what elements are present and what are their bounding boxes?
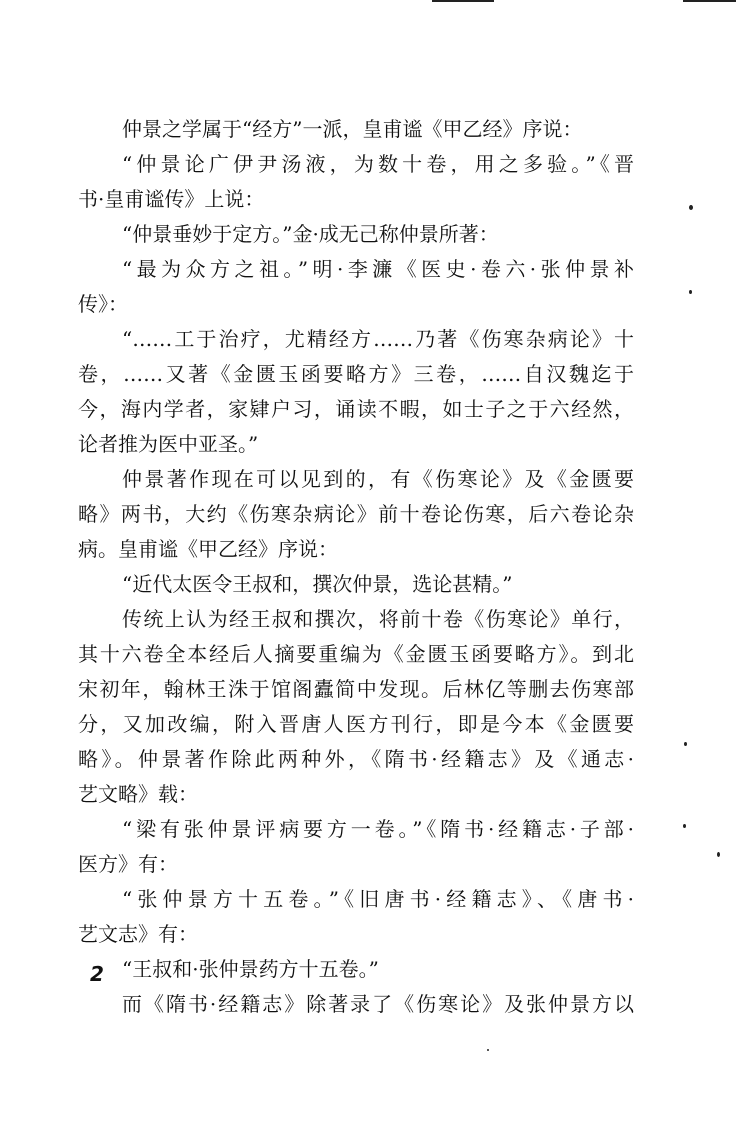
text-line: “仲景垂妙于定方。”金·成无己称仲景所著： bbox=[122, 222, 499, 246]
text-line: 传统上认为经王叔和撰次，将前十卷《伤寒论》单行， bbox=[122, 607, 634, 631]
scan-speck bbox=[684, 742, 687, 746]
text-line: 而《隋书·经籍志》除著录了《伤寒论》及张仲景方以 bbox=[122, 992, 634, 1016]
scan-speck bbox=[717, 852, 720, 857]
top-rule-left bbox=[432, 0, 494, 2]
text-line: 卷，……又著《金匮玉函要略方》三卷，……自汉魏迄于 bbox=[78, 362, 634, 386]
text-line: “张仲景方十五卷。”《旧唐书·经籍志》、《唐书· bbox=[122, 887, 634, 911]
text-line: 论者推为医中亚圣。” bbox=[78, 432, 259, 456]
scan-speck bbox=[487, 1049, 489, 1051]
body-text bbox=[78, 112, 634, 1022]
text-line: 仲景之学属于“经方”一派，皇甫谧《甲乙经》序说： bbox=[122, 117, 583, 141]
text-line: 宋初年，翰林王洙于馆阁蠹简中发现。后林亿等删去伤寒部 bbox=[78, 677, 634, 701]
text-line: “最为众方之祖。”明·李濂《医史·卷六·张仲景补 bbox=[122, 257, 634, 281]
text-line: 艺文略》载： bbox=[78, 782, 198, 806]
text-line: 其十六卷全本经后人摘要重编为《金匮玉函要略方》。到北 bbox=[78, 642, 634, 666]
text-line: “近代太医令王叔和，撰次仲景，选论甚精。” bbox=[122, 572, 513, 596]
scan-speck bbox=[689, 290, 692, 294]
top-rule-right bbox=[683, 0, 736, 2]
text-line: 医方》有： bbox=[78, 852, 178, 876]
text-line: 病。皇甫谧《甲乙经》序说： bbox=[78, 537, 338, 561]
text-line: 略》。仲景著作除此两种外，《隋书·经籍志》及《通志· bbox=[78, 747, 634, 771]
scan-speck bbox=[683, 824, 686, 828]
scan-speck bbox=[689, 205, 693, 210]
text-line: 仲景著作现在可以见到的，有《伤寒论》及《金匮要 bbox=[122, 467, 634, 491]
text-line: 书·皇甫谧传》上说： bbox=[78, 187, 265, 211]
text-line: “王叔和·张仲景药方十五卷。” bbox=[122, 957, 379, 981]
page-number: 2 bbox=[90, 962, 104, 986]
text-line: “……工于治疗，尤精经方……乃著《伤寒杂病论》十 bbox=[122, 327, 634, 351]
text-line: 传》： bbox=[78, 292, 128, 316]
text-line: 略》两书，大约《伤寒杂病论》前十卷论伤寒，后六卷论杂 bbox=[78, 502, 634, 526]
text-line: 艺文志》有： bbox=[78, 922, 198, 946]
text-line: 分，又加改编，附入晋唐人医方刊行，即是今本《金匮要 bbox=[78, 712, 634, 736]
text-line: 今，海内学者，家肄户习，诵读不暇，如士子之于六经然， bbox=[78, 397, 634, 421]
text-line: “仲景论广伊尹汤液，为数十卷，用之多验。”《晋 bbox=[122, 152, 634, 176]
text-line: “梁有张仲景评病要方一卷。”《隋书·经籍志·子部· bbox=[122, 817, 634, 841]
